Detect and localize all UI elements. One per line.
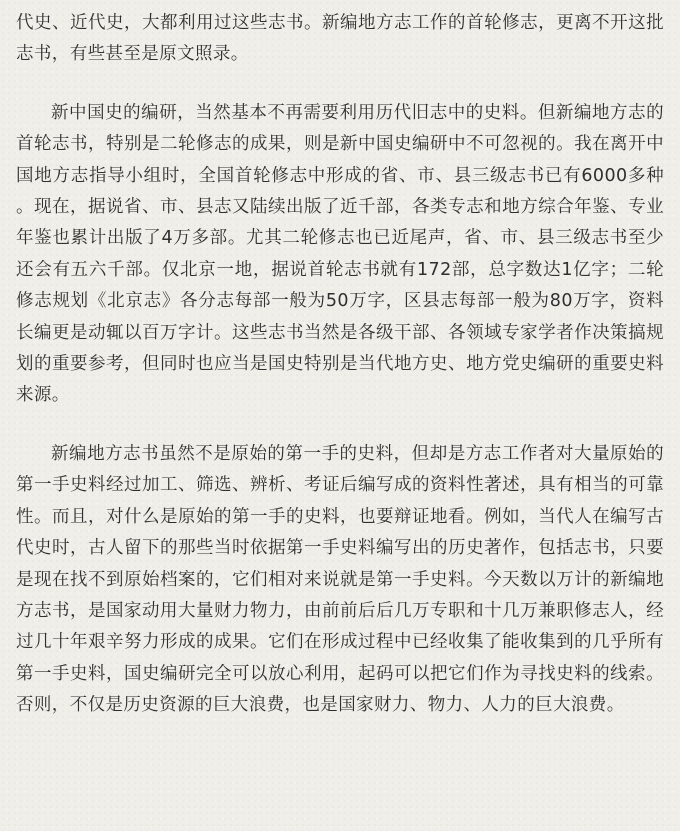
paragraph-local-gazetteer-sources: 新中国史的编研，当然基本不再需要利用历代旧志中的史料。但新编地方志的首轮志书，特别是二轮修志的成果，则是新中国史编研中不可忽视的。我在离开中国地方志指导小组时，全国首轮修志中形成的省、市、县三级志书已有6000多种。现在，据说省、市、县志又陆续出版了近千部，各类专志和地方综合年鉴、专业年鉴也累计出版了4万多部。尤其二轮修志也已近尾声，省、市、县三级志书至少还会有五六千部。仅北京一地，据说首轮志书就有172部，总字数达1亿字；二轮修志规划《北京志》各分志每部一般为50万字，区县志每部一般为80万字，资料长编更是动辄以百万字计。这些志书当然是各级干部、各领域专家学者作决策搞规划的重要参考，但同时也应当是国史特别是当代地方史、地方党史编研的重要史料来源。 (16, 102, 664, 406)
paragraph-continuation: 代史、近代史，大都利用过这些志书。新编地方志工作的首轮修志，更离不开这批志书，有些甚至是原文照录。 (16, 13, 664, 65)
paragraph-first-hand-materials: 新编地方志书虽然不是原始的第一手的史料，但却是方志工作者对大量原始的第一手史料经过加工、筛选、辨析、考证后编写成的资料性著述，具有相当的可靠性。而且，对什么是原始的第一手的史料，也要辩证地看。例如，当代人在编写古代史时，古人留下的那些当时依据第一手史料编写出的历史著作，包括志书，只要是现在找不到原始档案的，它们相对来说就是第一手史料。今天数以万计的新编地方志书，是国家动用大量财力物力，由前前后后几万专职和十几万兼职修志人，经过几十年艰辛努力形成的成果。它们在形成过程中已经收集了能收集到的几乎所有第一手史料，国史编研完全可以放心利用，起码可以把它们作为寻找史料的线索。否则，不仅是历史资源的巨大浪费，也是国家财力、物力、人力的巨大浪费。 (16, 443, 664, 716)
